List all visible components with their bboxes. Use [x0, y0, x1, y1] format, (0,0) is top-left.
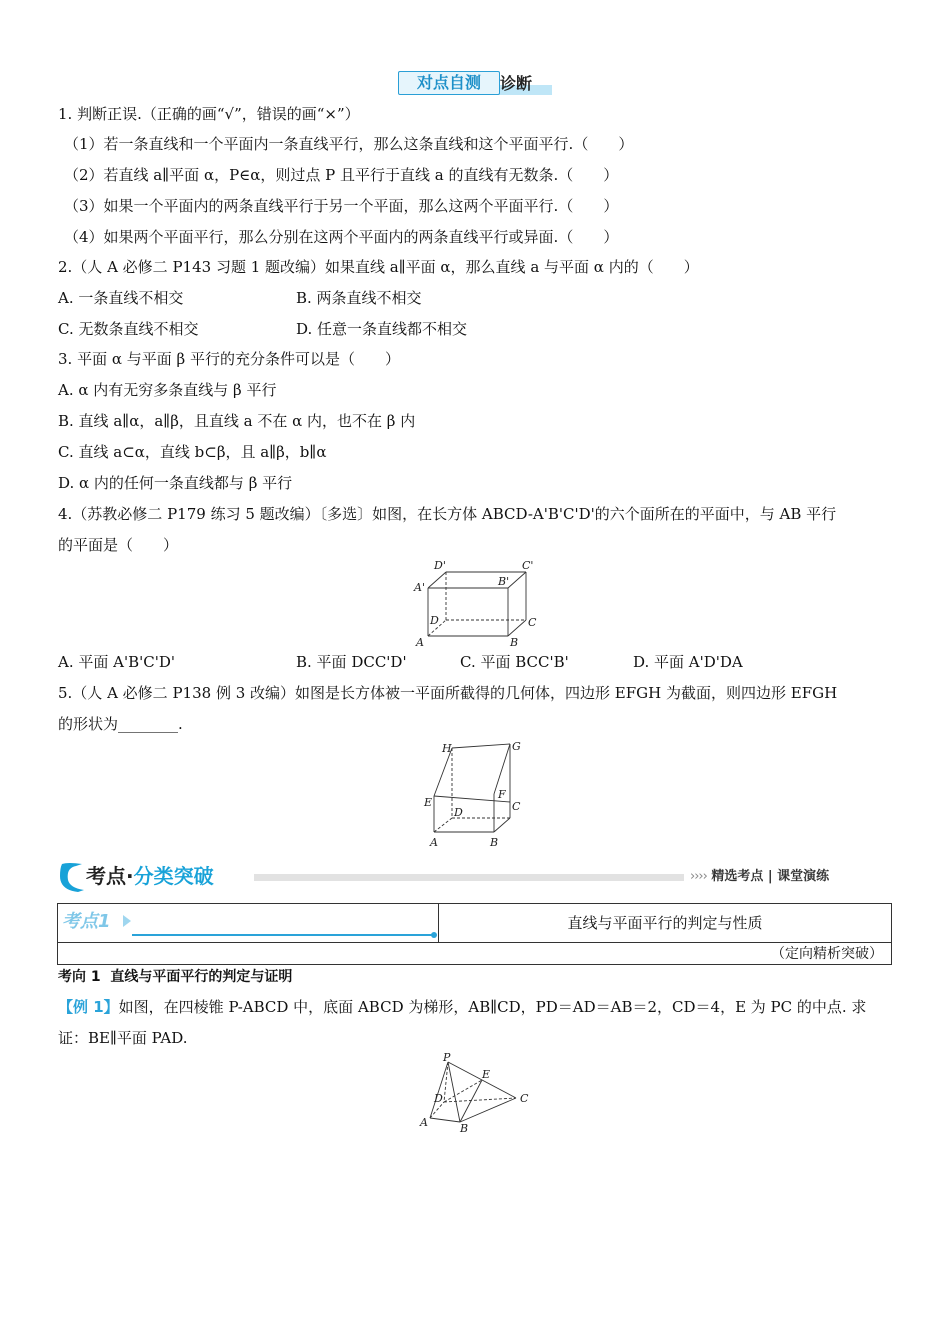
q5-label-e: E — [424, 796, 433, 809]
q2-option-d: D. 任意一条直线都不相交 — [296, 320, 468, 338]
banner-title-b: 分类突破 — [133, 864, 214, 888]
q5-label-b: B — [490, 836, 499, 849]
example1-label-b: B — [460, 1122, 469, 1135]
kaoxiang-heading — [58, 967, 292, 987]
banner-title-a: 考点 — [86, 864, 126, 888]
q4-option-d: D. 平面 A'D'DA — [633, 653, 743, 671]
q4-label-d-prime: D' — [434, 559, 446, 572]
q2-option-a: A. 一条直线不相交 — [58, 289, 184, 307]
example1-pyramid-figure — [416, 1052, 540, 1136]
example1-line2: 证：BE∥平面 PAD. — [58, 1029, 188, 1047]
q5-stem-line2: 的形状为________. — [58, 715, 183, 733]
kaodian-label-cell — [58, 904, 439, 942]
q5-solid-figure — [420, 736, 530, 850]
q3-option-b: B. 直线 a∥α，a∥β，且直线 a 不在 α 内，也不在 β 内 — [58, 412, 416, 430]
q1-item-3: （3）如果一个平面内的两条直线平行于另一个平面，那么这两个平面平行.（ ） — [64, 197, 619, 215]
q2-option-c: C. 无数条直线不相交 — [58, 320, 199, 338]
q4-option-c: C. 平面 BCC'B' — [460, 653, 569, 671]
example1-label-e: E — [482, 1068, 491, 1081]
badge-box: 对点自测 — [398, 71, 500, 95]
q5-label-g: G — [512, 740, 521, 753]
kaodian-label: 考点1 — [62, 911, 111, 932]
example1-tag: 【例 1】 — [58, 998, 119, 1016]
q5-label-a: A — [430, 836, 438, 849]
example1-label-c: C — [520, 1092, 529, 1105]
kaoxiang-label: 考向 1 — [58, 969, 101, 985]
q3-stem: 3. 平面 α 与平面 β 平行的充分条件可以是（ ） — [58, 350, 400, 368]
badge-tail: 诊断 — [500, 74, 533, 93]
q4-stem-line2: 的平面是（ ） — [58, 536, 179, 554]
banner-separator: | — [767, 869, 773, 884]
kaodian-table — [57, 903, 892, 965]
q4-label-a-prime: A' — [414, 581, 425, 594]
kaodian-underline — [132, 934, 434, 936]
q1-item-4: （4）如果两个平面平行，那么分别在这两个平面内的两条直线平行或异面.（ ） — [64, 228, 619, 246]
banner-right-b: 课堂演练 — [777, 869, 830, 884]
example1-label-d: D — [434, 1092, 443, 1105]
q2-option-b: B. 两条直线不相交 — [296, 289, 422, 307]
example1-label-a: A — [420, 1116, 428, 1129]
kaodian-subtitle: （定向精析突破） — [771, 946, 883, 962]
q3-option-c: C. 直线 a⊂α，直线 b⊂β，且 a∥β，b∥α — [58, 443, 327, 461]
q4-label-c: C — [528, 616, 537, 629]
q4-option-b: B. 平面 DCC'D' — [296, 653, 407, 671]
kaodian-row — [58, 904, 891, 943]
q4-label-c-prime: C' — [522, 559, 534, 572]
q5-label-f: F — [498, 788, 506, 801]
q1-item-1: （1）若一条直线和一个平面内一条直线平行，那么这条直线和这个平面平行.（ ） — [64, 135, 634, 153]
banner-bar — [254, 874, 684, 881]
q4-label-a: A — [416, 636, 424, 649]
q3-option-a: A. α 内有无穷多条直线与 β 平行 — [58, 381, 277, 399]
example1-label-p: P — [443, 1052, 451, 1064]
q4-label-d: D — [430, 614, 439, 627]
q4-cuboid-figure — [408, 558, 548, 650]
example1-text: 如图，在四棱锥 P-ABCD 中，底面 ABCD 为梯形，AB∥CD，PD＝AD＝AB＝2，CD＝4，E 为 PC 的中点. 求 — [118, 998, 867, 1016]
q3-option-d: D. α 内的任何一条直线都与 β 平行 — [58, 474, 293, 492]
banner-title-dot: · — [126, 864, 134, 888]
q4-option-a: A. 平面 A'B'C'D' — [58, 653, 175, 671]
q5-label-h: H — [442, 742, 452, 755]
q1-item-2: （2）若直线 a∥平面 α，P∈α，则过点 P 且平行于直线 a 的直线有无数条.（ ） — [64, 166, 619, 184]
q2-stem: 2.（人 A 必修二 P143 习题 1 题改编）如果直线 a∥平面 α，那么直线 a 与平面 α 内的（ ） — [58, 258, 699, 276]
banner-arrows-icon: ›››› — [690, 869, 707, 884]
kaoxiang-title: 直线与平面平行的判定与证明 — [110, 969, 293, 985]
play-arrow-icon — [122, 914, 132, 928]
q5-label-c: C — [512, 800, 521, 813]
kaodian-title: 直线与平面平行的判定与性质 — [567, 914, 763, 932]
section-banner — [58, 860, 892, 894]
banner-swoosh-icon — [58, 860, 88, 894]
q4-label-b: B — [510, 636, 519, 649]
q5-label-d: D — [454, 806, 463, 819]
banner-right — [690, 868, 829, 886]
banner-title — [86, 862, 214, 890]
kaodian-dot — [431, 932, 437, 938]
example1-line1 — [58, 997, 866, 1017]
section-header-badge — [398, 69, 554, 97]
q4-stem-line1: 4.（苏教必修二 P179 练习 5 题改编）〔多选〕如图，在长方体 ABCD-A'B'C'D'的六个面所在的平面中，与 AB 平行 — [58, 505, 837, 523]
q1-stem: 1. 判断正误.（正确的画“√”，错误的画“×”） — [58, 105, 360, 123]
q5-stem-line1: 5.（人 A 必修二 P138 例 3 改编）如图是长方体被一平面所截得的几何体，四边形 EFGH 为截面，则四边形 EFGH — [58, 684, 838, 702]
banner-right-a: 精选考点 — [711, 869, 764, 884]
q4-label-b-prime: B' — [498, 575, 510, 588]
